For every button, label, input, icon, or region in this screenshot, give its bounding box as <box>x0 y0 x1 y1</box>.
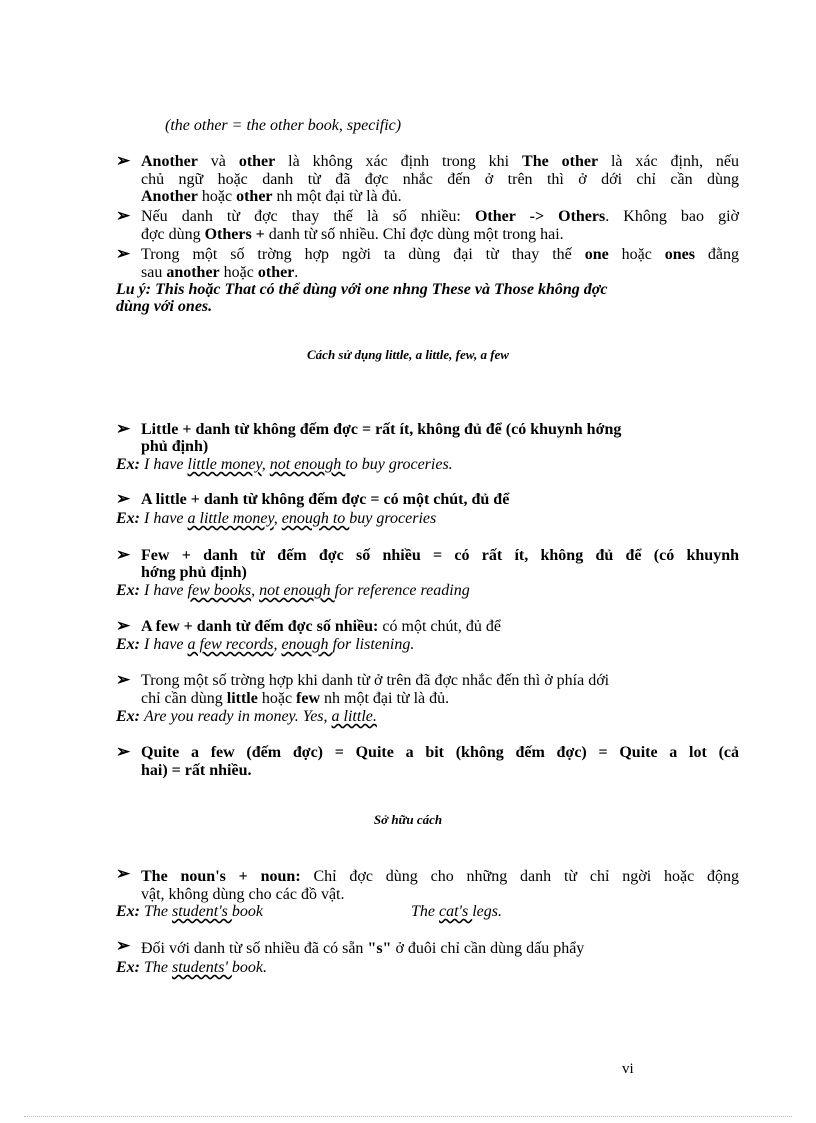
text-run: little <box>226 690 258 707</box>
bullet-arrow-icon: ➢ <box>116 151 131 170</box>
text-run: ones <box>664 246 695 263</box>
text-run: "s" <box>367 940 392 957</box>
text-run: few books <box>187 582 252 599</box>
text-run: enough to <box>281 510 350 527</box>
text-run: a few records <box>187 636 274 653</box>
text-run: hoặc <box>257 690 297 707</box>
text-run: The <box>144 959 172 976</box>
bullet-arrow-icon: ➢ <box>116 864 131 883</box>
text-run: Ex: <box>116 510 144 527</box>
text-run: buy groceries <box>349 510 437 527</box>
example-line <box>116 582 470 599</box>
top-note: (the other = the other book, specific) <box>165 117 402 134</box>
text-run: Nếu danh từ đợc thay thế là số nhiều: <box>141 208 475 225</box>
text-run: A few + danh từ đếm đợc số nhiều: <box>141 618 379 635</box>
text-run: , <box>273 510 282 527</box>
bullet-line <box>141 672 609 689</box>
text-run: another <box>166 264 220 281</box>
text-run: , <box>261 456 270 473</box>
text-run: đằng <box>694 246 740 263</box>
text-run: là không xác định trong khi <box>275 153 523 170</box>
bullet-line <box>141 762 251 779</box>
text-run: legs. <box>472 903 502 920</box>
bullet-line <box>141 690 449 707</box>
text-run: little money <box>187 456 262 473</box>
text-run: for listening. <box>332 636 415 653</box>
example-line <box>116 959 267 976</box>
example-line <box>411 903 502 920</box>
example-line <box>116 636 414 653</box>
text-run: not enough <box>269 456 346 473</box>
text-run: A little + danh từ không đếm đợc = có một chút, đủ để <box>141 491 510 508</box>
section-heading: Cách sử dụng little, a little, few, a few <box>307 347 509 362</box>
text-run: The <box>144 903 172 920</box>
text-run: Ex: <box>116 959 144 976</box>
text-run: student's <box>172 903 232 920</box>
text-run: The <box>411 903 439 920</box>
bullet-line <box>141 618 501 635</box>
text-run: chỉ cần dùng <box>141 690 227 707</box>
text-run: other <box>236 188 273 205</box>
text-run: Little + danh từ không đếm đợc = rất ít, không đủ để (có khuynh hớng <box>141 421 622 438</box>
text-run: The other <box>522 153 599 170</box>
text-run: I have <box>144 636 188 653</box>
text-run: chủ ngữ hoặc danh từ đã đợc nhắc đến ở trên thì ở dới chỉ cần dùng <box>141 171 739 188</box>
bullet-arrow-icon: ➢ <box>116 670 131 689</box>
text-run: nh một đại từ là đủ. <box>272 188 402 205</box>
bullet-line <box>141 226 564 243</box>
bullet-line <box>141 438 208 455</box>
example-line <box>116 456 453 473</box>
text-run: enough <box>281 636 333 653</box>
text-run: hai) = rất nhiều. <box>141 762 252 779</box>
text-run: Ex: <box>116 708 144 725</box>
text-run: I have <box>144 582 188 599</box>
text-run: students' <box>172 959 232 976</box>
bullet-arrow-icon: ➢ <box>116 489 131 508</box>
text-run: , <box>251 582 260 599</box>
bullet-arrow-icon: ➢ <box>116 206 131 225</box>
bullet-line <box>141 547 739 564</box>
bullet-line <box>141 264 298 281</box>
bullet-line <box>141 246 739 263</box>
text-run: not enough <box>259 582 335 599</box>
example-line <box>116 510 436 527</box>
page-number: vi <box>622 1061 634 1077</box>
text-run: . <box>294 264 299 281</box>
page-bottom-divider <box>24 1116 792 1117</box>
text-run: The noun's + noun: <box>141 868 301 885</box>
example-line <box>116 903 263 920</box>
text-run: book. <box>231 959 267 976</box>
text-run: Trong một số trờng hợp ngời ta dùng đại từ thay thế <box>141 246 585 263</box>
text-run: one <box>584 246 609 263</box>
bullet-line <box>141 940 584 957</box>
note-line: dùng với ones. <box>116 298 213 315</box>
text-run: a little. <box>331 708 377 725</box>
bullet-arrow-icon: ➢ <box>116 419 131 438</box>
bullet-line <box>141 491 509 508</box>
text-run: other <box>257 264 295 281</box>
text-run: book <box>231 903 263 920</box>
text-run: Trong một số trờng hợp khi danh từ ở trên đã đợc nhắc đến thì ở phía dới <box>141 672 610 689</box>
text-run: Other -> Others <box>474 208 606 225</box>
text-run: ở đuôi chỉ cần dùng dấu phẩy <box>391 940 585 957</box>
text-run: I have <box>144 510 188 527</box>
text-run: . Không bao giờ <box>605 208 740 225</box>
text-run: Ex: <box>116 456 144 473</box>
text-run: hoặc <box>608 246 665 263</box>
text-run: Another <box>141 188 198 205</box>
text-run: có một chút, đủ để <box>378 618 502 635</box>
bullet-line <box>141 744 739 761</box>
text-run: Few + danh từ đếm đợc số nhiều = có rất ít, không đủ để (có khuynh <box>141 547 739 564</box>
bullet-line <box>141 188 402 205</box>
bullet-line <box>141 153 739 170</box>
text-run: sau <box>141 264 167 281</box>
text-run: danh từ số nhiều. Chỉ đợc dùng một trong hai. <box>264 226 564 243</box>
text-run: to buy groceries. <box>345 456 453 473</box>
bullet-line <box>141 564 247 581</box>
bullet-line <box>141 886 345 903</box>
text-run: là xác định, nếu <box>598 153 739 170</box>
text-run: phủ định) <box>141 438 209 455</box>
text-run: Another <box>141 153 198 170</box>
bullet-line <box>141 208 739 225</box>
text-run: nh một đại từ là đủ. <box>320 690 450 707</box>
text-run: Đối với danh từ số nhiều đã có sẵn <box>141 940 368 957</box>
text-run: Ex: <box>116 636 144 653</box>
text-run: Ex: <box>116 582 144 599</box>
text-run: và <box>197 153 239 170</box>
text-run: Others + <box>204 226 265 243</box>
section-heading: Sở hữu cách <box>373 812 443 827</box>
text-run: cat's <box>439 903 473 920</box>
bullet-line <box>141 171 739 188</box>
text-run: a little money <box>187 510 274 527</box>
text-run: for reference reading <box>334 582 470 599</box>
bullet-arrow-icon: ➢ <box>116 742 131 761</box>
text-run: đợc dùng <box>141 226 205 243</box>
text-run: , <box>273 636 282 653</box>
text-run: hoặc <box>219 264 258 281</box>
note-line: Lu ý: This hoặc That có thể dùng với one nhng These và Those không đợc <box>116 281 608 298</box>
text-run: I have <box>144 456 188 473</box>
text-run: Quite a few (đếm đợc) = Quite a bit (không đếm đợc) = Quite a lot (cả <box>141 744 739 761</box>
text-run: Chỉ đợc dùng cho những danh từ chỉ ngời hoặc động <box>300 868 739 885</box>
bullet-arrow-icon: ➢ <box>116 545 131 564</box>
text-run: hoặc <box>197 188 237 205</box>
bullet-arrow-icon: ➢ <box>116 244 131 263</box>
text-run: other <box>238 153 276 170</box>
text-run: Are you ready in money. Yes, <box>144 708 332 725</box>
bullet-arrow-icon: ➢ <box>116 616 131 635</box>
text-run: few <box>296 690 321 707</box>
text-run: hớng phủ định) <box>141 564 247 581</box>
text-run: vật, không dùng cho các đồ vật. <box>141 886 345 903</box>
text-run: Ex: <box>116 903 144 920</box>
example-line <box>116 708 377 725</box>
bullet-line <box>141 868 739 885</box>
bullet-arrow-icon: ➢ <box>116 936 131 955</box>
bullet-line <box>141 421 621 438</box>
